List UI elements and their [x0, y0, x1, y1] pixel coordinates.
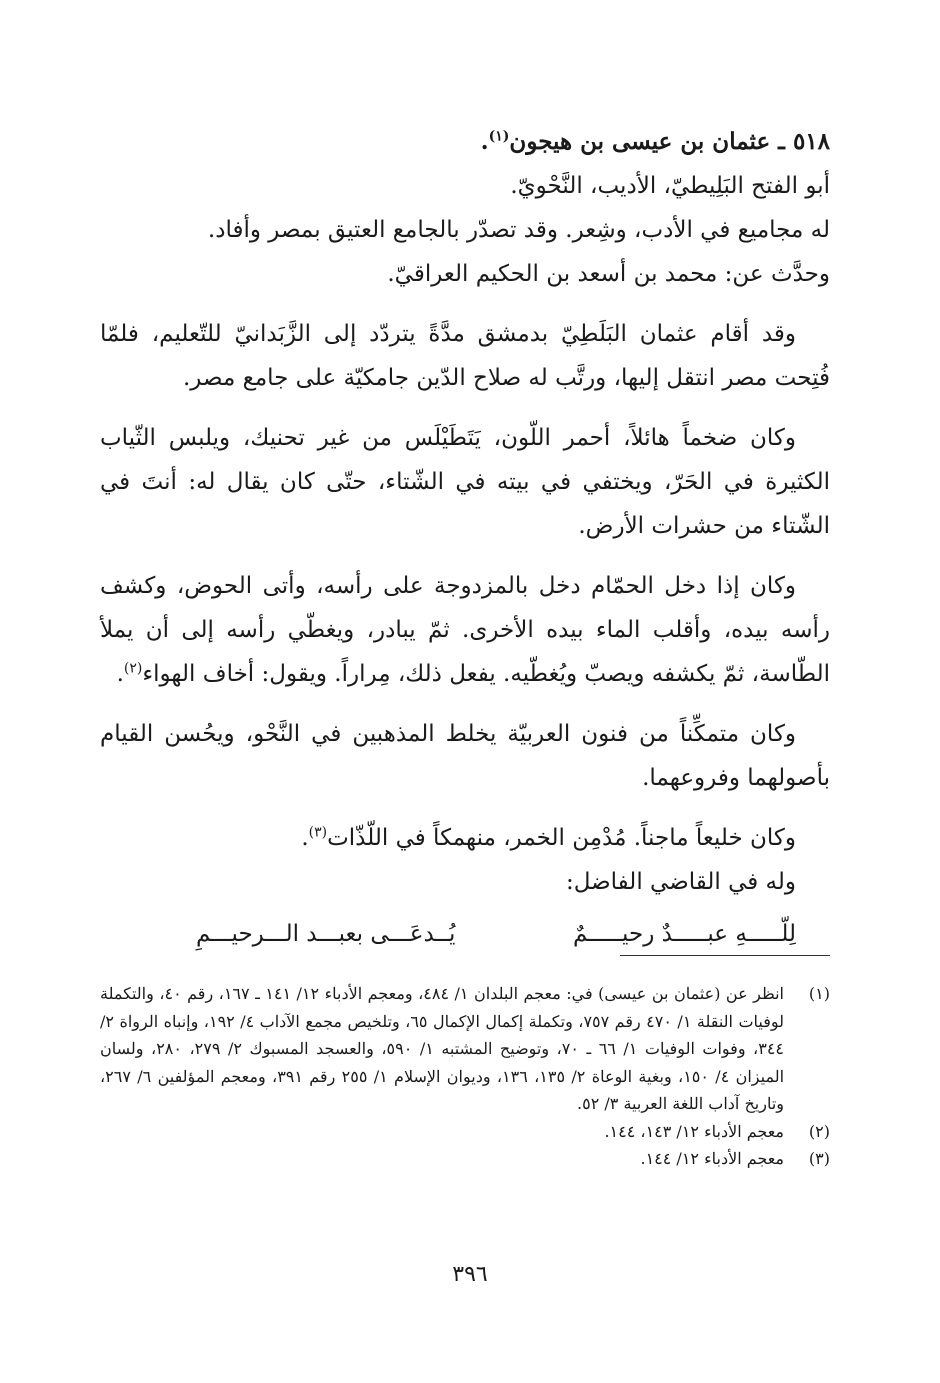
- paragraph-grammar: وكان متمكِّناً من فنون العربيّة يخلط المذهبين في النَّحْو، ويحُسن القيام بأصولهما وفروعهما.: [100, 721, 830, 791]
- entry-title-end: .: [480, 128, 489, 155]
- footnote-text: انظر عن (عثمان بن عيسى) في: معجم البلدان ١/ ٤٨٤، ومعجم الأدباء ١٢/ ١٤١ ـ ١٦٧، رقم ٤٠، والتكملة لوفيات النقلة ١/ ٤٧٠ رقم ٧٥٧، وتكملة إكمال الإكمال ٦٥، وتلخيص مجمع الآداب ٤/ ١٩٢، وإنباه الرواة ٢/ ٣٤٤، وفوات الوفيات ١/ ٦٦ ـ ٧٠، وتوضيح المشتبه ١/ ٥٩٠، والعسجد المسبوك ٢/ ٢٧٩، ٢٨٠، ولسان الميزان ٤/ ١٥٠، وبغية الوعاة ٢/ ١٣٥، ١٣٦، وديوان الإسلام ١/ ٢٥٥ رقم ٣٩١، ومعجم المؤلفين ٦/ ٢٦٧، وتاريخ آداب اللغة العربية ٣/ ٥٢.: [100, 984, 785, 1113]
- footnote-number: (١): [808, 984, 830, 1003]
- paragraph-damascus: وقد أقام عثمان البَلَطِيّ بدمشق مدَّةً يتردّد إلى الزَّبَدانيّ للتّعليم، فلمّا فُتِحت مصر انتقل إليها، ورتَّب له صلاح الدّين جامكيّة على جامع مصر.: [100, 321, 830, 391]
- footnote-3: [100, 1145, 830, 1173]
- poem-first-hemistich: لِلّـــــهِ عبـــــدٌ رحيـــــمٌ: [573, 921, 796, 947]
- footnote-number: (٢): [808, 1121, 830, 1141]
- footnote-1: [100, 980, 830, 1118]
- character-text: وكان خليعاً ماجناً. مُدْمِن الخمر، منهمكاً في اللّذّات: [327, 825, 796, 851]
- paragraph-appearance: وكان ضخماً هائلاً، أحمر اللّون، يَتَطَيْلَس من غير تحنيك، ويلبس الثّياب الكثيرة في الحَرّ، ويختفي في بيته في الشّتاء، حتّى كان يقال له: أنتَ في الشّتاء من حشرات الأرض.: [100, 425, 830, 539]
- footnote-divider: [620, 955, 830, 956]
- footnote-ref-2[interactable]: (٢): [123, 660, 143, 677]
- kunya-line: أبو الفتح البَلِيطيّ، الأديب، النَّحْويّ.: [510, 173, 830, 199]
- narration-line: وحدَّث عن: محمد بن أسعد بن الحكيم العراقيّ.: [387, 261, 830, 287]
- works-line: له مجاميع في الأدب، وشِعر. وقد تصدّر بالجامع العتيق بمصر وأفاد.: [207, 217, 830, 243]
- footnote-ref-3[interactable]: (٣): [308, 824, 328, 841]
- footnote-ref-1[interactable]: (١): [488, 128, 510, 145]
- poem-second-hemistich: يُــدعَـــى بعبـــد الـــرحيـــمِ: [196, 921, 456, 947]
- page-number: ٣٩٦: [452, 1262, 488, 1287]
- paragraph-character: وكان خليعاً ماجناً. مُدْمِن الخمر، منهمكاً في اللّذّات$^{(٣)}$. وله في القاضي الفاضل:: [100, 816, 830, 904]
- main-text: [100, 120, 830, 956]
- footnote-text: معجم الأدباء ١٢/ ١٤٣، ١٤٤.: [604, 1121, 784, 1141]
- footnotes: [100, 980, 830, 1173]
- footnote-number: (٣): [808, 1149, 830, 1168]
- footnote-text: معجم الأدباء ١٢/ ١٤٤.: [640, 1149, 784, 1168]
- paragraph-bath: وكان إذا دخل الحمّام دخل بالمزدوجة على رأسه، وأتى الحوض، وكشف رأسه بيده، وأقلب الماء بيده الأخرى. ثمّ يبادر، ويغطّي رأسه إلى أن يملأ الطّاسة، ثمّ يكشفه ويصبّ ويُغطّيه. يفعل ذلك، مِراراً. ويقول: أخاف الهواء$^{(٢)}$.: [100, 573, 830, 687]
- entry-heading: [100, 120, 830, 164]
- bath-text: وكان إذا دخل الحمّام دخل بالمزدوجة على رأسه، وأتى الحوض، وكشف رأسه بيده، وأقلب الماء بيده الأخرى. ثمّ يبادر، ويغطّي رأسه إلى أن يملأ الطّاسة، ثمّ يكشفه ويصبّ ويُغطّيه. يفعل ذلك، مِراراً. ويقول: أخاف الهواء: [100, 573, 830, 687]
- entry-title: ٥١٨ ـ عثمان بن عيسى بن هيجون: [509, 128, 830, 155]
- poem-intro: وله في القاضي الفاضل:: [565, 869, 796, 895]
- footnote-2: [100, 1118, 830, 1146]
- poem-verse: [196, 912, 796, 956]
